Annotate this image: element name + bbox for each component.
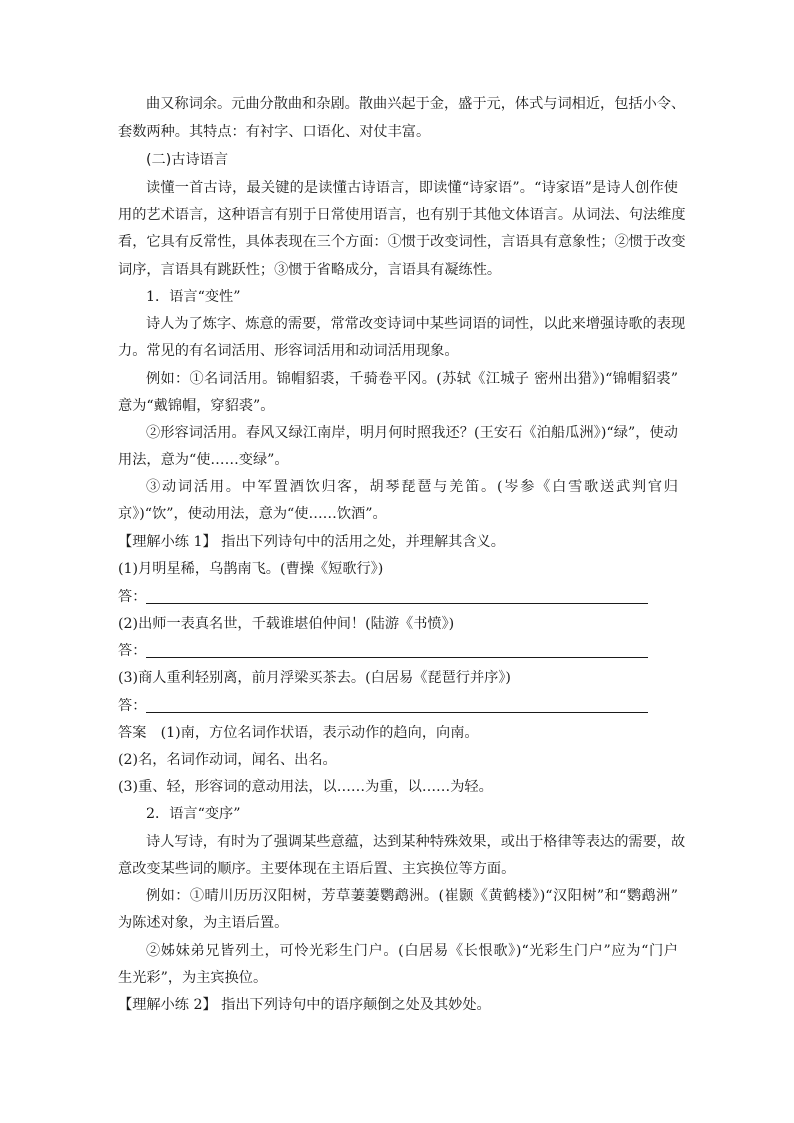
- paragraph-line: 意为“戴锦帽，穿貂裘”。: [118, 398, 275, 414]
- paragraph-line: 力。常见的有名词活用、形容词活用和动词活用现象。: [118, 343, 459, 359]
- section-heading: (二)古诗语言: [146, 152, 229, 168]
- paragraph-line: 诗人为了炼字、炼意的需要，常常改变诗词中某些词语的词性，以此来增强诗歌的表现: [146, 316, 686, 332]
- subsection-heading: 2．语言“变序”: [146, 806, 241, 822]
- subsection-heading: 1．语言“变性”: [146, 289, 241, 305]
- answer-blank[interactable]: [146, 603, 648, 604]
- paragraph-line: 词序，言语具有跳跃性；③惯于省略成分，言语具有凝练性。: [118, 262, 502, 278]
- exercise-question: (2)出师一表真名世，千载谁堪伯仲间！(陆游《书愤》): [118, 616, 455, 632]
- answer-blank[interactable]: [146, 712, 648, 713]
- answer-blank[interactable]: [146, 657, 648, 658]
- paragraph-line: 京》)“饮”，使动用法，意为“使……饮酒”。: [118, 506, 387, 522]
- paragraph-line: 用法，意为“使……变绿”。: [118, 452, 289, 468]
- paragraph-line: 诗人写诗，有时为了强调某些意蕴，达到某种特殊效果，或出于格律等表达的需要，故: [146, 834, 686, 850]
- answer-text: (3)重、轻，形容词的意动用法，以……为重，以……为轻。: [118, 779, 493, 795]
- paragraph-line: 读懂一首古诗，最关键的是读懂古诗语言，即读懂“诗家语”。“诗家语”是诗人创作使: [146, 180, 678, 196]
- paragraph-line: ②姊妹弟兄皆列土，可怜光彩生门户。(白居易《长恨歌》)“光彩生门户”应为“门户: [146, 943, 678, 959]
- paragraph-line: 套数两种。其特点：有衬字、口语化、对仗丰富。: [118, 124, 431, 140]
- exercise-heading: 【理解小练 2】 指出下列诗句中的语序颠倒之处及其妙处。: [118, 997, 491, 1013]
- paragraph-line: 意改变某些词的顺序。主要体现在主语后置、主宾换位等方面。: [118, 861, 516, 877]
- answer-label: 答：: [118, 698, 147, 714]
- paragraph-line: 例如：①名词活用。锦帽貂裘，千骑卷平冈。(苏轼《江城子 密州出猎》)“锦帽貂裘”: [146, 371, 678, 387]
- answer-text: 答案 (1)南，方位名词作状语，表示动作的趋向，向南。: [118, 725, 479, 741]
- paragraph-line: 看，它具有反常性，具体表现在三个方面：①惯于改变词性，言语具有意象性；②惯于改变: [118, 234, 686, 250]
- exercise-heading: 【理解小练 1】 指出下列诗句中的活用之处，并理解其含义。: [118, 534, 505, 550]
- paragraph-line: 为陈述对象，为主语后置。: [118, 915, 289, 931]
- paragraph-line: 用的艺术语言，这种语言有别于日常使用语言，也有别于其他文体语言。从词法、句法维度: [118, 207, 686, 223]
- exercise-question: (1)月明星稀，乌鹊南飞。(曹操《短歌行》): [118, 561, 384, 577]
- paragraph-line: 生光彩”，为主宾换位。: [118, 970, 268, 986]
- paragraph-line: ②形容词活用。春风又绿江南岸，明月何时照我还？(王安石《泊船瓜洲》)“绿”，使动: [146, 425, 678, 441]
- paragraph-line: 曲又称词余。元曲分散曲和杂剧。散曲兴起于金，盛于元，体式与词相近，包括小令、: [146, 96, 686, 112]
- answer-label: 答：: [118, 643, 147, 659]
- paragraph-line: 例如：①晴川历历汉阳树，芳草萋萋鹦鹉洲。(崔颢《黄鹤楼》)“汉阳树”和“鹦鹉洲”: [146, 888, 678, 904]
- answer-text: (2)名，名词作动词，闻名、出名。: [118, 752, 337, 768]
- paragraph-line: ③动词活用。中军置酒饮归客，胡琴琵琶与羌笛。(岑参《白雪歌送武判官归: [146, 479, 678, 495]
- exercise-question: (3)商人重利轻别离，前月浮梁买茶去。(白居易《琵琶行并序》): [118, 670, 511, 686]
- answer-label: 答：: [118, 589, 147, 605]
